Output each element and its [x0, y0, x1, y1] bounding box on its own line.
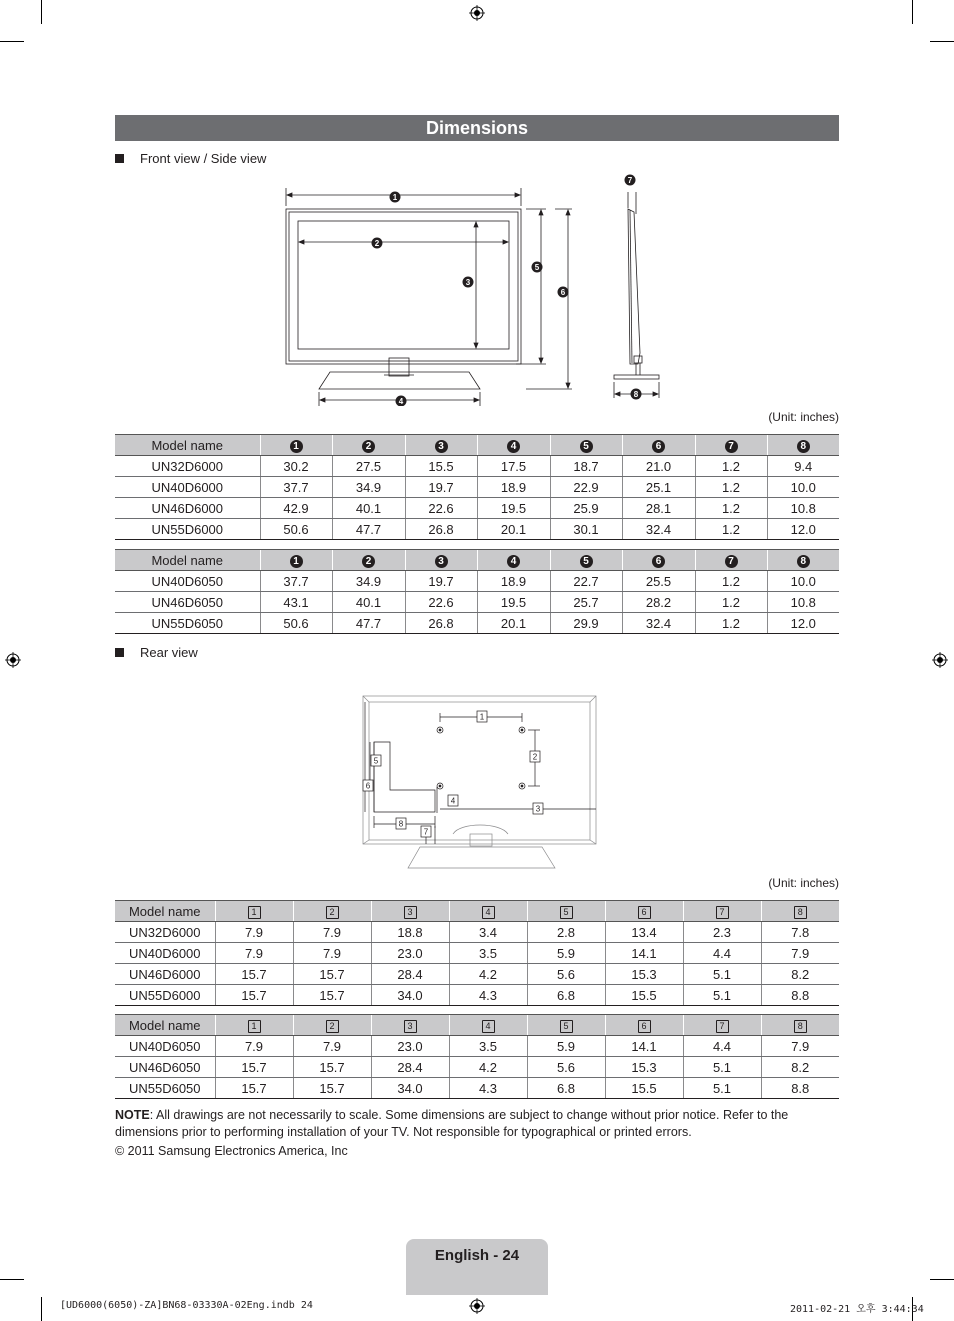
table-cell: 19.7: [405, 477, 477, 498]
tv-stand-base: [319, 372, 480, 389]
tv-front-bezel: [289, 212, 518, 361]
table-cell: 6.8: [527, 1078, 605, 1099]
table-cell: 28.4: [371, 1057, 449, 1078]
tv-side-profile: [628, 209, 640, 364]
note-paragraph: [115, 1107, 839, 1141]
table-cell: 18.9: [477, 571, 550, 592]
table-cell: 1.2: [695, 477, 767, 498]
tv-side-stand: [614, 375, 659, 379]
tv-screen: [298, 221, 509, 349]
table-row: [115, 964, 839, 985]
table-cell: 15.7: [293, 1057, 371, 1078]
table-cell: 7.9: [293, 1036, 371, 1057]
front-label-1: 1: [392, 193, 398, 202]
rear-label-2: 2: [532, 752, 538, 762]
table-cell: UN55D6000: [115, 985, 215, 1006]
column-header: 7: [695, 550, 767, 571]
column-header: 2: [293, 901, 371, 922]
bullet-square-icon: [115, 154, 124, 163]
column-header: 2: [332, 435, 405, 456]
column-header: 3: [405, 435, 477, 456]
table-cell: 7.9: [215, 943, 293, 964]
front-side-diagram: [270, 170, 690, 406]
front-label-6: 6: [560, 288, 566, 297]
table-row: [115, 1036, 839, 1057]
table-row: [115, 477, 839, 498]
table-cell: 22.9: [550, 477, 622, 498]
table-cell: 26.8: [405, 519, 477, 540]
table-cell: 20.1: [477, 519, 550, 540]
table-cell: 23.0: [371, 1036, 449, 1057]
column-header: 6: [605, 1015, 683, 1036]
rear-label-7: 7: [423, 827, 429, 837]
table-cell: 40.1: [332, 498, 405, 519]
column-header: 4: [477, 435, 550, 456]
column-header: 5: [527, 901, 605, 922]
table-cell: 47.7: [332, 613, 405, 634]
table-row: [115, 571, 839, 592]
table-cell: UN46D6000: [115, 498, 260, 519]
page-number-tab: English - 24: [406, 1239, 548, 1295]
section-heading-front-label: Front view / Side view: [140, 151, 267, 166]
front-label-3: 3: [465, 278, 471, 287]
rear-dimensions-table-1: [115, 900, 839, 1006]
table-cell: 5.1: [683, 1057, 761, 1078]
rear-label-5: 5: [373, 756, 379, 766]
table-cell: 50.6: [260, 613, 332, 634]
column-header: 3: [405, 550, 477, 571]
table-cell: 3.4: [449, 922, 527, 943]
print-slug-left: [UD6000(6050)-ZA]BN68-03330A-02Eng.indb 24: [60, 1300, 313, 1311]
tv-front-outline: [286, 209, 521, 364]
table-cell: 40.1: [332, 592, 405, 613]
rear-view-diagram: [360, 694, 600, 870]
table-cell: 43.1: [260, 592, 332, 613]
table-row: [115, 922, 839, 943]
table-cell: 4.2: [449, 964, 527, 985]
table-cell: 32.4: [622, 613, 695, 634]
table-cell: 19.5: [477, 498, 550, 519]
table-row: [115, 498, 839, 519]
rear-label-4: 4: [450, 796, 456, 806]
table-cell: UN40D6050: [115, 1036, 215, 1057]
table-cell: 25.1: [622, 477, 695, 498]
table-cell: 34.9: [332, 571, 405, 592]
rear-connector-panel: [374, 742, 435, 812]
table-cell: 22.6: [405, 592, 477, 613]
table-cell: 3.5: [449, 1036, 527, 1057]
table-cell: 15.7: [293, 1078, 371, 1099]
table-cell: 18.9: [477, 477, 550, 498]
table-cell: 12.0: [767, 613, 839, 634]
table-cell: 15.7: [215, 985, 293, 1006]
column-header: 8: [761, 1015, 839, 1036]
table-cell: 34.0: [371, 985, 449, 1006]
crop-mark: [0, 41, 24, 42]
table-cell: 5.6: [527, 964, 605, 985]
column-header: 6: [622, 550, 695, 571]
table-row: [115, 985, 839, 1006]
registration-mark-icon: [932, 652, 948, 668]
table-cell: 50.6: [260, 519, 332, 540]
column-header: 6: [622, 435, 695, 456]
table-cell: UN32D6000: [115, 922, 215, 943]
column-header: 3: [371, 1015, 449, 1036]
column-header-model: Model name: [115, 550, 260, 571]
column-header: 3: [371, 901, 449, 922]
table-header-row: [115, 435, 839, 456]
table-cell: 10.8: [767, 498, 839, 519]
table-cell: 47.7: [332, 519, 405, 540]
crop-mark: [912, 0, 913, 24]
table-cell: UN55D6050: [115, 1078, 215, 1099]
table-cell: 17.5: [477, 456, 550, 477]
bullet-square-icon: [115, 648, 124, 657]
column-header: 5: [550, 435, 622, 456]
table-cell: 1.2: [695, 498, 767, 519]
section-heading-rear: [115, 645, 198, 660]
table-cell: UN40D6000: [115, 477, 260, 498]
crop-mark: [0, 1279, 24, 1280]
table-cell: 42.9: [260, 498, 332, 519]
table-header-row: [115, 901, 839, 922]
table-cell: 15.7: [293, 985, 371, 1006]
table-cell: UN46D6050: [115, 1057, 215, 1078]
table-cell: 25.9: [550, 498, 622, 519]
table-cell: 1.2: [695, 571, 767, 592]
table-cell: 18.8: [371, 922, 449, 943]
copyright-text: © 2011 Samsung Electronics America, Inc: [115, 1144, 348, 1158]
table-cell: UN40D6000: [115, 943, 215, 964]
table-cell: 2.8: [527, 922, 605, 943]
column-header: 8: [761, 901, 839, 922]
column-header: 1: [215, 1015, 293, 1036]
registration-mark-icon: [469, 1298, 485, 1314]
column-header: 8: [767, 550, 839, 571]
table-cell: 8.2: [761, 1057, 839, 1078]
table-cell: 5.6: [527, 1057, 605, 1078]
column-header: 4: [449, 901, 527, 922]
column-header: 1: [260, 550, 332, 571]
table-cell: 4.4: [683, 1036, 761, 1057]
front-dimensions-table-1: [115, 434, 839, 540]
table-cell: 5.9: [527, 943, 605, 964]
table-row: [115, 592, 839, 613]
column-header: 7: [695, 435, 767, 456]
rear-label-6: 6: [365, 781, 371, 791]
table-cell: 7.9: [293, 943, 371, 964]
unit-label-front: (Unit: inches): [768, 410, 839, 424]
table-cell: 29.9: [550, 613, 622, 634]
table-cell: 8.8: [761, 985, 839, 1006]
rear-stand-neck: [453, 825, 508, 834]
table-cell: 30.2: [260, 456, 332, 477]
table-cell: 8.2: [761, 964, 839, 985]
table-cell: 23.0: [371, 943, 449, 964]
table-cell: 27.5: [332, 456, 405, 477]
column-header: 1: [260, 435, 332, 456]
front-label-5: 5: [534, 263, 540, 272]
rear-label-3: 3: [535, 804, 541, 814]
table-cell: 22.6: [405, 498, 477, 519]
unit-label-rear: (Unit: inches): [768, 876, 839, 890]
front-dimensions-table-2: [115, 549, 839, 634]
front-label-4: 4: [398, 397, 404, 406]
table-cell: 15.3: [605, 1057, 683, 1078]
column-header: 8: [767, 435, 839, 456]
column-header: 4: [449, 1015, 527, 1036]
table-cell: UN40D6050: [115, 571, 260, 592]
table-cell: 5.1: [683, 985, 761, 1006]
page-title: Dimensions: [115, 115, 839, 141]
table-cell: 15.7: [215, 964, 293, 985]
front-label-7: 7: [627, 176, 633, 185]
table-cell: 28.4: [371, 964, 449, 985]
column-header: 2: [293, 1015, 371, 1036]
table-cell: 25.7: [550, 592, 622, 613]
table-cell: 10.0: [767, 571, 839, 592]
rear-label-8: 8: [398, 819, 404, 829]
print-slug-right: 2011-02-21 오후 3:44:34: [790, 1304, 924, 1315]
table-cell: 14.1: [605, 943, 683, 964]
table-cell: 22.7: [550, 571, 622, 592]
rear-stand-base: [408, 847, 555, 868]
table-cell: 28.1: [622, 498, 695, 519]
table-cell: 15.3: [605, 964, 683, 985]
column-header: 5: [527, 1015, 605, 1036]
table-cell: 15.7: [215, 1078, 293, 1099]
table-cell: UN55D6050: [115, 613, 260, 634]
table-cell: 18.7: [550, 456, 622, 477]
table-cell: 34.0: [371, 1078, 449, 1099]
table-cell: UN55D6000: [115, 519, 260, 540]
table-cell: 19.7: [405, 571, 477, 592]
crop-mark: [41, 1297, 42, 1321]
crop-mark: [41, 0, 42, 24]
table-cell: 7.9: [761, 943, 839, 964]
table-cell: 5.9: [527, 1036, 605, 1057]
table-cell: 5.1: [683, 964, 761, 985]
rear-dimensions-table-2: [115, 1014, 839, 1099]
table-cell: 15.5: [605, 985, 683, 1006]
column-header: 1: [215, 901, 293, 922]
registration-mark-icon: [5, 652, 21, 668]
rear-label-1: 1: [479, 712, 485, 722]
table-row: [115, 519, 839, 540]
table-cell: 19.5: [477, 592, 550, 613]
table-cell: 3.5: [449, 943, 527, 964]
table-row: [115, 613, 839, 634]
table-cell: 37.7: [260, 571, 332, 592]
table-cell: 4.4: [683, 943, 761, 964]
crop-mark: [930, 1279, 954, 1280]
column-header: 7: [683, 901, 761, 922]
table-cell: 28.2: [622, 592, 695, 613]
table-cell: 4.2: [449, 1057, 527, 1078]
table-cell: 7.9: [215, 922, 293, 943]
table-row: [115, 1057, 839, 1078]
table-cell: 30.1: [550, 519, 622, 540]
table-cell: 4.3: [449, 985, 527, 1006]
registration-mark-icon: [469, 5, 485, 21]
table-row: [115, 943, 839, 964]
front-label-2: 2: [374, 239, 380, 248]
front-label-8: 8: [633, 390, 639, 399]
table-cell: 12.0: [767, 519, 839, 540]
table-cell: 14.1: [605, 1036, 683, 1057]
table-cell: 32.4: [622, 519, 695, 540]
table-cell: 37.7: [260, 477, 332, 498]
table-row: [115, 1078, 839, 1099]
table-cell: 25.5: [622, 571, 695, 592]
table-cell: UN46D6000: [115, 964, 215, 985]
table-cell: 10.8: [767, 592, 839, 613]
table-cell: 1.2: [695, 519, 767, 540]
table-cell: 2.3: [683, 922, 761, 943]
table-cell: 26.8: [405, 613, 477, 634]
column-header-model: Model name: [115, 1015, 215, 1036]
column-header-model: Model name: [115, 901, 215, 922]
column-header: 2: [332, 550, 405, 571]
table-cell: 1.2: [695, 613, 767, 634]
table-cell: UN32D6000: [115, 456, 260, 477]
table-cell: 21.0: [622, 456, 695, 477]
table-cell: 1.2: [695, 456, 767, 477]
table-cell: 15.7: [215, 1057, 293, 1078]
column-header: 7: [683, 1015, 761, 1036]
table-cell: 5.1: [683, 1078, 761, 1099]
table-cell: 7.9: [293, 922, 371, 943]
table-cell: 4.3: [449, 1078, 527, 1099]
note-label: NOTE: [115, 1108, 150, 1122]
table-cell: 10.0: [767, 477, 839, 498]
table-cell: 6.8: [527, 985, 605, 1006]
table-cell: UN46D6050: [115, 592, 260, 613]
column-header: 4: [477, 550, 550, 571]
crop-mark: [930, 41, 954, 42]
table-row: [115, 456, 839, 477]
column-header: 6: [605, 901, 683, 922]
table-cell: 15.5: [405, 456, 477, 477]
table-cell: 15.7: [293, 964, 371, 985]
table-header-row: [115, 1015, 839, 1036]
table-cell: 7.9: [215, 1036, 293, 1057]
table-cell: 34.9: [332, 477, 405, 498]
column-header-model: Model name: [115, 435, 260, 456]
table-cell: 1.2: [695, 592, 767, 613]
table-cell: 7.8: [761, 922, 839, 943]
section-heading-rear-label: Rear view: [140, 645, 198, 660]
section-heading-front: [115, 151, 266, 166]
table-cell: 20.1: [477, 613, 550, 634]
table-header-row: [115, 550, 839, 571]
note-text: : All drawings are not necessarily to scale. Some dimensions are subject to change without prior notice. Refer to the dimensions prior to performing installation of your TV. Not responsible for typographical or printed errors.: [115, 1108, 789, 1139]
table-cell: 15.5: [605, 1078, 683, 1099]
table-cell: 7.9: [761, 1036, 839, 1057]
column-header: 5: [550, 550, 622, 571]
table-cell: 8.8: [761, 1078, 839, 1099]
table-cell: 13.4: [605, 922, 683, 943]
table-cell: 9.4: [767, 456, 839, 477]
